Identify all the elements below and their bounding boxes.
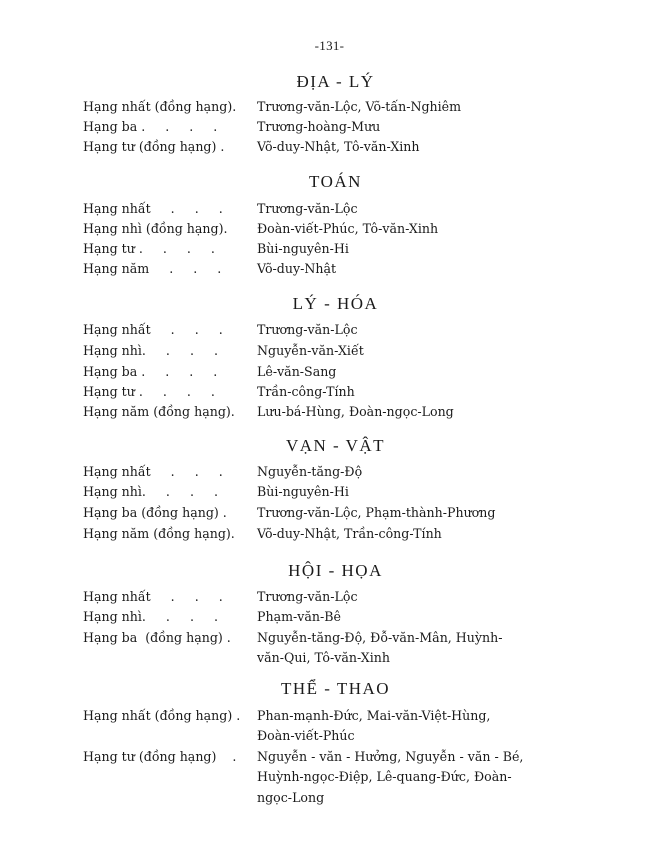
name-line: Nguyễn-tăng-Độ, Đỗ-văn-Mân, Huỳnh- [257,630,503,645]
name-line: Trương-văn-Lộc, Phạm-thành-Phương [257,505,496,520]
section-title-the-thao: THỂ - THAO [280,679,391,698]
name-line: Trương-văn-Lộc [257,322,358,337]
name-line: Trần-công-Tính [257,384,355,399]
name-line: Phan-mạnh-Đức, Mai-văn-Việt-Hùng, [257,708,491,723]
section-title-hoi-hoa: HỘI - HỌA [288,561,383,580]
rank-label: Hạng năm . . . [83,261,222,276]
name-line: Nguyễn-tăng-Độ [257,464,363,479]
names-list [257,341,542,361]
name-line: Nguyễn - văn - Hưởng, Nguyễn - văn - Bé, [257,749,524,764]
rank-label: Hạng ba . . . . [83,119,218,134]
names-list [257,402,542,422]
page-number: -131- [314,38,345,53]
name-line: Trương-văn-Lộc, Võ-tấn-Nghiêm [257,99,462,114]
names-list [257,706,542,747]
names-list [257,482,542,502]
section-title-toan: TOÁN [309,172,362,191]
rank-label: Hạng ba (đồng hạng) . [83,505,227,520]
name-line: Võ-duy-Nhật [257,261,337,276]
rank-label: Hạng năm (đồng hạng). [83,404,235,419]
name-line: Huỳnh-ngọc-Điệp, Lê-quang-Đức, Đoàn- [257,769,512,785]
rank-label: Hạng tư . . . . [83,384,215,399]
names-list [257,362,542,382]
section-title-ly-hoa: LÝ - HÓA [292,294,379,313]
names-list [257,628,542,669]
names-list [257,259,542,279]
rank-label: Hạng nhì. . . . [83,343,218,358]
rank-label: Hạng nhì (đồng hạng). [83,221,228,236]
rank-label: Hạng nhì. . . . [83,484,218,499]
name-line: văn-Qui, Tô-văn-Xinh [257,650,390,666]
name-line: ngọc-Long [257,789,325,805]
rank-label: Hạng nhất . . . [83,322,223,337]
section-title-van-vat: VẠN - VẬT [285,436,386,455]
rank-label: Hạng tư . . . . [83,241,215,256]
rank-label: Hạng tư (đồng hạng) . [83,139,225,154]
name-line: Võ-duy-Nhật, Tô-văn-Xinh [257,139,420,154]
names-list [257,219,542,239]
name-line: Trương-hoàng-Mưu [257,119,381,134]
name-line: Phạm-văn-Bê [257,609,341,624]
names-list [257,117,542,137]
names-list [257,199,542,219]
names-list [257,137,542,157]
rank-label: Hạng nhất . . . [83,589,223,604]
names-list [257,320,542,340]
rank-label: Hạng năm (đồng hạng). [83,526,235,541]
section-title-dia-ly: ĐỊA - LÝ [296,72,375,91]
names-list [257,382,542,402]
name-line: Bùi-nguyên-Hi [257,241,349,256]
name-line: Trương-văn-Lộc [257,589,358,604]
rank-label: Hạng nhất . . . [83,201,223,216]
names-list [257,747,542,808]
names-list [257,503,542,523]
rank-label: Hạng tư (đồng hạng) . [83,749,237,764]
name-line: Lê-văn-Sang [257,364,337,379]
name-line: Nguyễn-văn-Xiết [257,343,364,358]
names-list [257,97,542,117]
rank-label: Hạng nhất (đồng hạng) . [83,708,241,723]
rank-label: Hạng ba (đồng hạng) . [83,630,231,645]
names-list [257,587,542,607]
rank-label: Hạng nhất (đồng hạng). [83,99,237,114]
name-line: Đoàn-viết-Phúc, Tô-văn-Xinh [257,221,439,236]
rank-label: Hạng ba . . . . [83,364,218,379]
names-list [257,524,542,544]
name-line: Đoàn-viết-Phúc [257,728,355,744]
rank-label: Hạng nhất . . . [83,464,223,479]
names-list [257,607,542,627]
names-list [257,462,542,482]
name-line: Lưu-bá-Hùng, Đoàn-ngọc-Long [257,404,454,419]
rank-label: Hạng nhì. . . . [83,609,218,624]
name-line: Võ-duy-Nhật, Trần-công-Tính [257,526,442,541]
name-line: Bùi-nguyên-Hi [257,484,349,499]
name-line: Trương-văn-Lộc [257,201,358,216]
names-list [257,239,542,259]
